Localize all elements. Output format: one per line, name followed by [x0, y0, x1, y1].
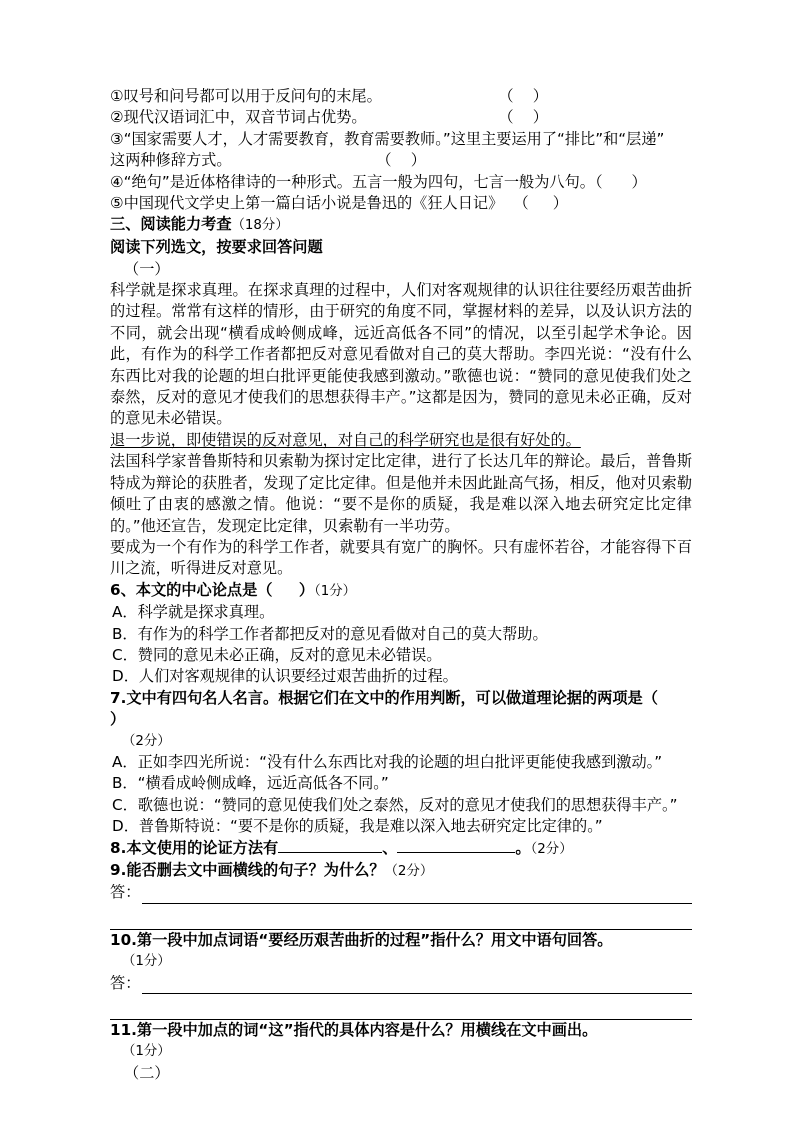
- question-8-separator: 、: [382, 838, 398, 857]
- passage-marker-one: （一）: [124, 259, 170, 278]
- question-9-answer-label: 答：: [110, 883, 141, 902]
- passage-paragraph-3: 要成为一个有作为的科学工作者，就要具有宽广的胸怀。只有虚怀若谷，才能容得下百川之流，听得进反对意见。: [110, 537, 692, 578]
- question-6-stem: [110, 580, 692, 602]
- question-8-stem-suffix: 。: [515, 838, 531, 857]
- truefalse-item: [110, 107, 692, 128]
- truefalse-item: [110, 150, 692, 171]
- truefalse-answer-paren[interactable]: （ ）: [498, 108, 548, 127]
- truefalse-answer-paren[interactable]: （ ）: [376, 151, 426, 170]
- section-instruction: 阅读下列选文，按要求回答问题: [110, 238, 323, 257]
- question-8-blank-1[interactable]: [278, 838, 382, 853]
- question-6-option-c[interactable]: C．赞同的意见未必正确，反对的意见未必错误。: [112, 645, 442, 664]
- truefalse-answer-paren[interactable]: （ ）: [513, 194, 568, 213]
- truefalse-item-text: ④“绝句”是近体格律诗的一种形式。五言一般为四句，七言一般为八句。（ ）: [110, 172, 647, 191]
- section-heading: [110, 214, 692, 237]
- question-6-score: （1分）: [314, 583, 357, 599]
- question-6-option-b[interactable]: B．有作为的科学工作者都把反对的意见看做对自己的莫大帮助。: [112, 624, 548, 643]
- passage-paragraph-1-underlined: 退一步说，即使错误的反对意见，对自己的科学研究也是很有好处的。: [110, 430, 581, 449]
- question-7-option-a[interactable]: A．正如李四光所说：“没有什么东西比对我的论题的坦白批评更能使我感到激动。”: [112, 752, 663, 771]
- section-heading-text: 三、阅读能力考查: [110, 215, 232, 234]
- question-9-score: （2分）: [384, 864, 434, 879]
- question-9-answer-line-2[interactable]: [110, 908, 692, 930]
- question-6-option-d[interactable]: D．人们对客观规律的认识要经过艰苦曲折的过程。: [112, 667, 458, 686]
- passage-paragraph-1-main: 科学就是探求真理。在探求真理的过程中，人们对客观规律的认识往往要经历艰苦曲折的过程。常常有这样的情形，由于研究的角度不同，掌握材料的差异，以及认识方法的不同，就会出现“横看成岭侧成峰，远近高低各不同”的情况，以至引起学术争论。因此，有作为的科学工作者都把反对意见看做对自己的莫大帮助。李四光说：“没有什么东西比对我的论题的坦白批评更能使我感到激动。”歌德也说：“赞同的意见使我们处之泰然，反对的意见才使我们的思想获得丰产。”这都是因为，赞同的意见未必正确，反对的意见未必错误。: [110, 281, 692, 428]
- truefalse-item-text: ①叹号和问号都可以用于反问句的末尾。: [110, 87, 382, 105]
- question-7-option-b[interactable]: B．“横看成岭侧成峰，远近高低各不同。”: [112, 774, 389, 793]
- question-8-stem-prefix: 8.本文使用的论证方法有: [110, 838, 279, 857]
- question-9-answer-row: [110, 882, 692, 903]
- question-6-stem-text: 6、本文的中心论点是（ ）: [110, 580, 315, 599]
- question-10-answer-label: 答：: [110, 973, 141, 992]
- truefalse-item-text: ②现代汉语词汇中，双音节词占优势。: [110, 108, 367, 127]
- question-11-stem: 11.第一段中加点的词“这”指代的具体内容是什么？用横线在文中画出。: [110, 1021, 598, 1040]
- passage-paragraph-2: 法国科学家普鲁斯特和贝索勒为探讨定比定律，进行了长达几年的辩论。最后，普鲁斯特成为辩论的获胜者，发现了定比定律。但是他并未因此趾高气扬，相反，他对贝索勒倾吐了由衷的感激之情。他说：“要不是你的质疑，我是难以深入地去研究定比定律的。”他还宣告，发现定比定律，贝索勒有一半功劳。: [110, 452, 692, 535]
- truefalse-answer-paren[interactable]: （ ）: [498, 87, 548, 105]
- truefalse-item-text: ③“国家需要人才，人才需要教育，教育需要教师。”这里主要运用了“排比”和“层递”: [110, 129, 665, 148]
- question-7-stem: 7.文中有四句名人名言。根据它们在文中的作用判断，可以做道理论据的两项是（ ）: [110, 688, 701, 729]
- question-7-option-d[interactable]: D．普鲁斯特说：“要不是你的质疑，我是难以深入地去研究定比定律的。”: [112, 817, 603, 836]
- question-8-stem: [110, 838, 692, 860]
- truefalse-item: [110, 86, 692, 107]
- truefalse-item-text: 这两种修辞方式。: [110, 151, 232, 170]
- question-10-answer-line-1[interactable]: [142, 978, 692, 994]
- question-10-score: （1分）: [122, 954, 171, 970]
- passage-marker-two: （二）: [124, 1063, 170, 1082]
- question-8-score: （2分）: [530, 841, 573, 857]
- question-9-answer-line-1[interactable]: [142, 888, 692, 904]
- question-6-option-a[interactable]: A．科学就是探求真理。: [112, 603, 275, 622]
- question-8-blank-2[interactable]: [397, 838, 515, 853]
- truefalse-item-text: ⑤中国现代文学史上第一篇白话小说是鲁迅的《狂人日记》: [110, 194, 504, 213]
- question-9-stem-text: 9.能否删去文中画横线的句子？为什么？: [110, 861, 385, 879]
- question-11-score: （1分）: [122, 1044, 171, 1060]
- question-7-score: （2分）: [122, 733, 171, 749]
- question-7-option-c[interactable]: C．歌德也说：“赞同的意见使我们处之泰然，反对的意见才使我们的思想获得丰产。”: [112, 795, 678, 814]
- truefalse-item: [110, 193, 692, 214]
- question-9-stem: [110, 860, 692, 882]
- question-10-answer-row: [110, 973, 692, 994]
- question-10-answer-line-2[interactable]: [110, 998, 692, 1020]
- passage-paragraph-1: [110, 280, 692, 430]
- page-content: [110, 86, 701, 1084]
- section-heading-score: （18分）: [231, 218, 289, 234]
- question-10-stem: 10.第一段中加点词语“要经历艰苦曲折的过程”指什么？用文中语句回答。: [110, 930, 613, 949]
